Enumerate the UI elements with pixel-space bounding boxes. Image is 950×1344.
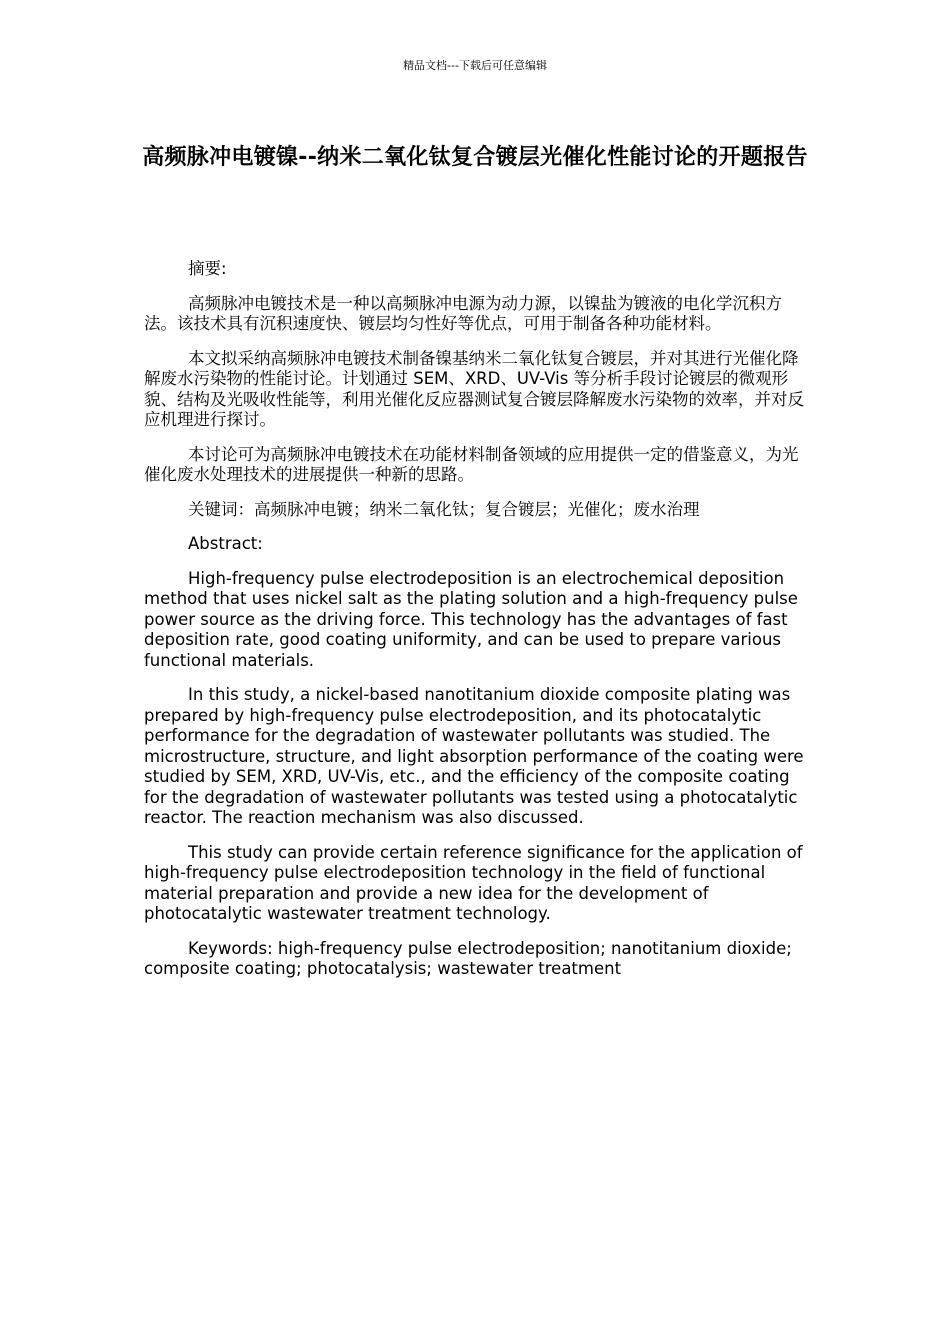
document-body [144,259,806,994]
abstract-en-paragraph-3: This study can provide certain reference significance for the application of high-frequency pulse electrodeposition technology in the field of functional material preparation and provide a new idea for the development of photocatalytic wastewater treatment technology. [144,842,803,923]
abstract-cn-paragraph-3: 本讨论可为高频脉冲电镀技术在功能材料制备领域的应用提供一定的借鉴意义，为光催化废水处理技术的进展提供一种新的思路。 [144,444,799,484]
keywords-cn: 关键词：高频脉冲电镀；纳米二氧化钛；复合镀层；光催化；废水治理 [188,499,700,519]
keywords-en: Keywords: high-frequency pulse electrodeposition; nanotitanium dioxide; composite coating; photocatalysis; wastewater treatment [144,938,792,978]
document-title: 高频脉冲电镀镍--纳米二氧化钛复合镀层光催化性能讨论的开题报告 [142,145,808,170]
header-note: 精品文档---下载后可任意编辑 [403,59,547,72]
abstract-cn-heading: 摘要: [188,259,227,278]
abstract-cn-paragraph-2: 本文拟采纳高频脉冲电镀技术制备镍基纳米二氧化钛复合镀层，并对其进行光催化降解废水污染物的性能讨论。计划通过 SEM、XRD、UV-Vis 等分析手段讨论镀层的微观形貌、结构及光吸收性能等，利用光催化反应器测试复合镀层降解废水污染物的效率，并对反应机理进行探讨。 [144,348,804,429]
abstract-en-heading: Abstract: [188,534,263,553]
abstract-en-paragraph-1: High-frequency pulse electrodeposition is an electrochemical deposition method that uses nickel salt as the plating solution and a high-frequency pulse power source as the driving force. This technology has the advantages of fast deposition rate, good coating uniformity, and can be used to prepare various functional materials. [144,568,798,670]
abstract-cn-paragraph-1: 高频脉冲电镀技术是一种以高频脉冲电源为动力源，以镍盐为镀液的电化学沉积方法。该技术具有沉积速度快、镀层均匀性好等优点，可用于制备各种功能材料。 [144,293,782,333]
abstract-en-paragraph-2: In this study, a nickel-based nanotitanium dioxide composite plating was prepared by high-frequency pulse electrodeposition, and its photocatalytic performance for the degradation of wastewater pollutants was studied. The microstructure, structure, and light absorption performance of the coating were studied by SEM, XRD, UV-Vis, etc., and the efficiency of the composite coating for the degradation of wastewater pollutants was tested using a photocatalytic reactor. The reaction mechanism was also discussed. [144,685,804,827]
